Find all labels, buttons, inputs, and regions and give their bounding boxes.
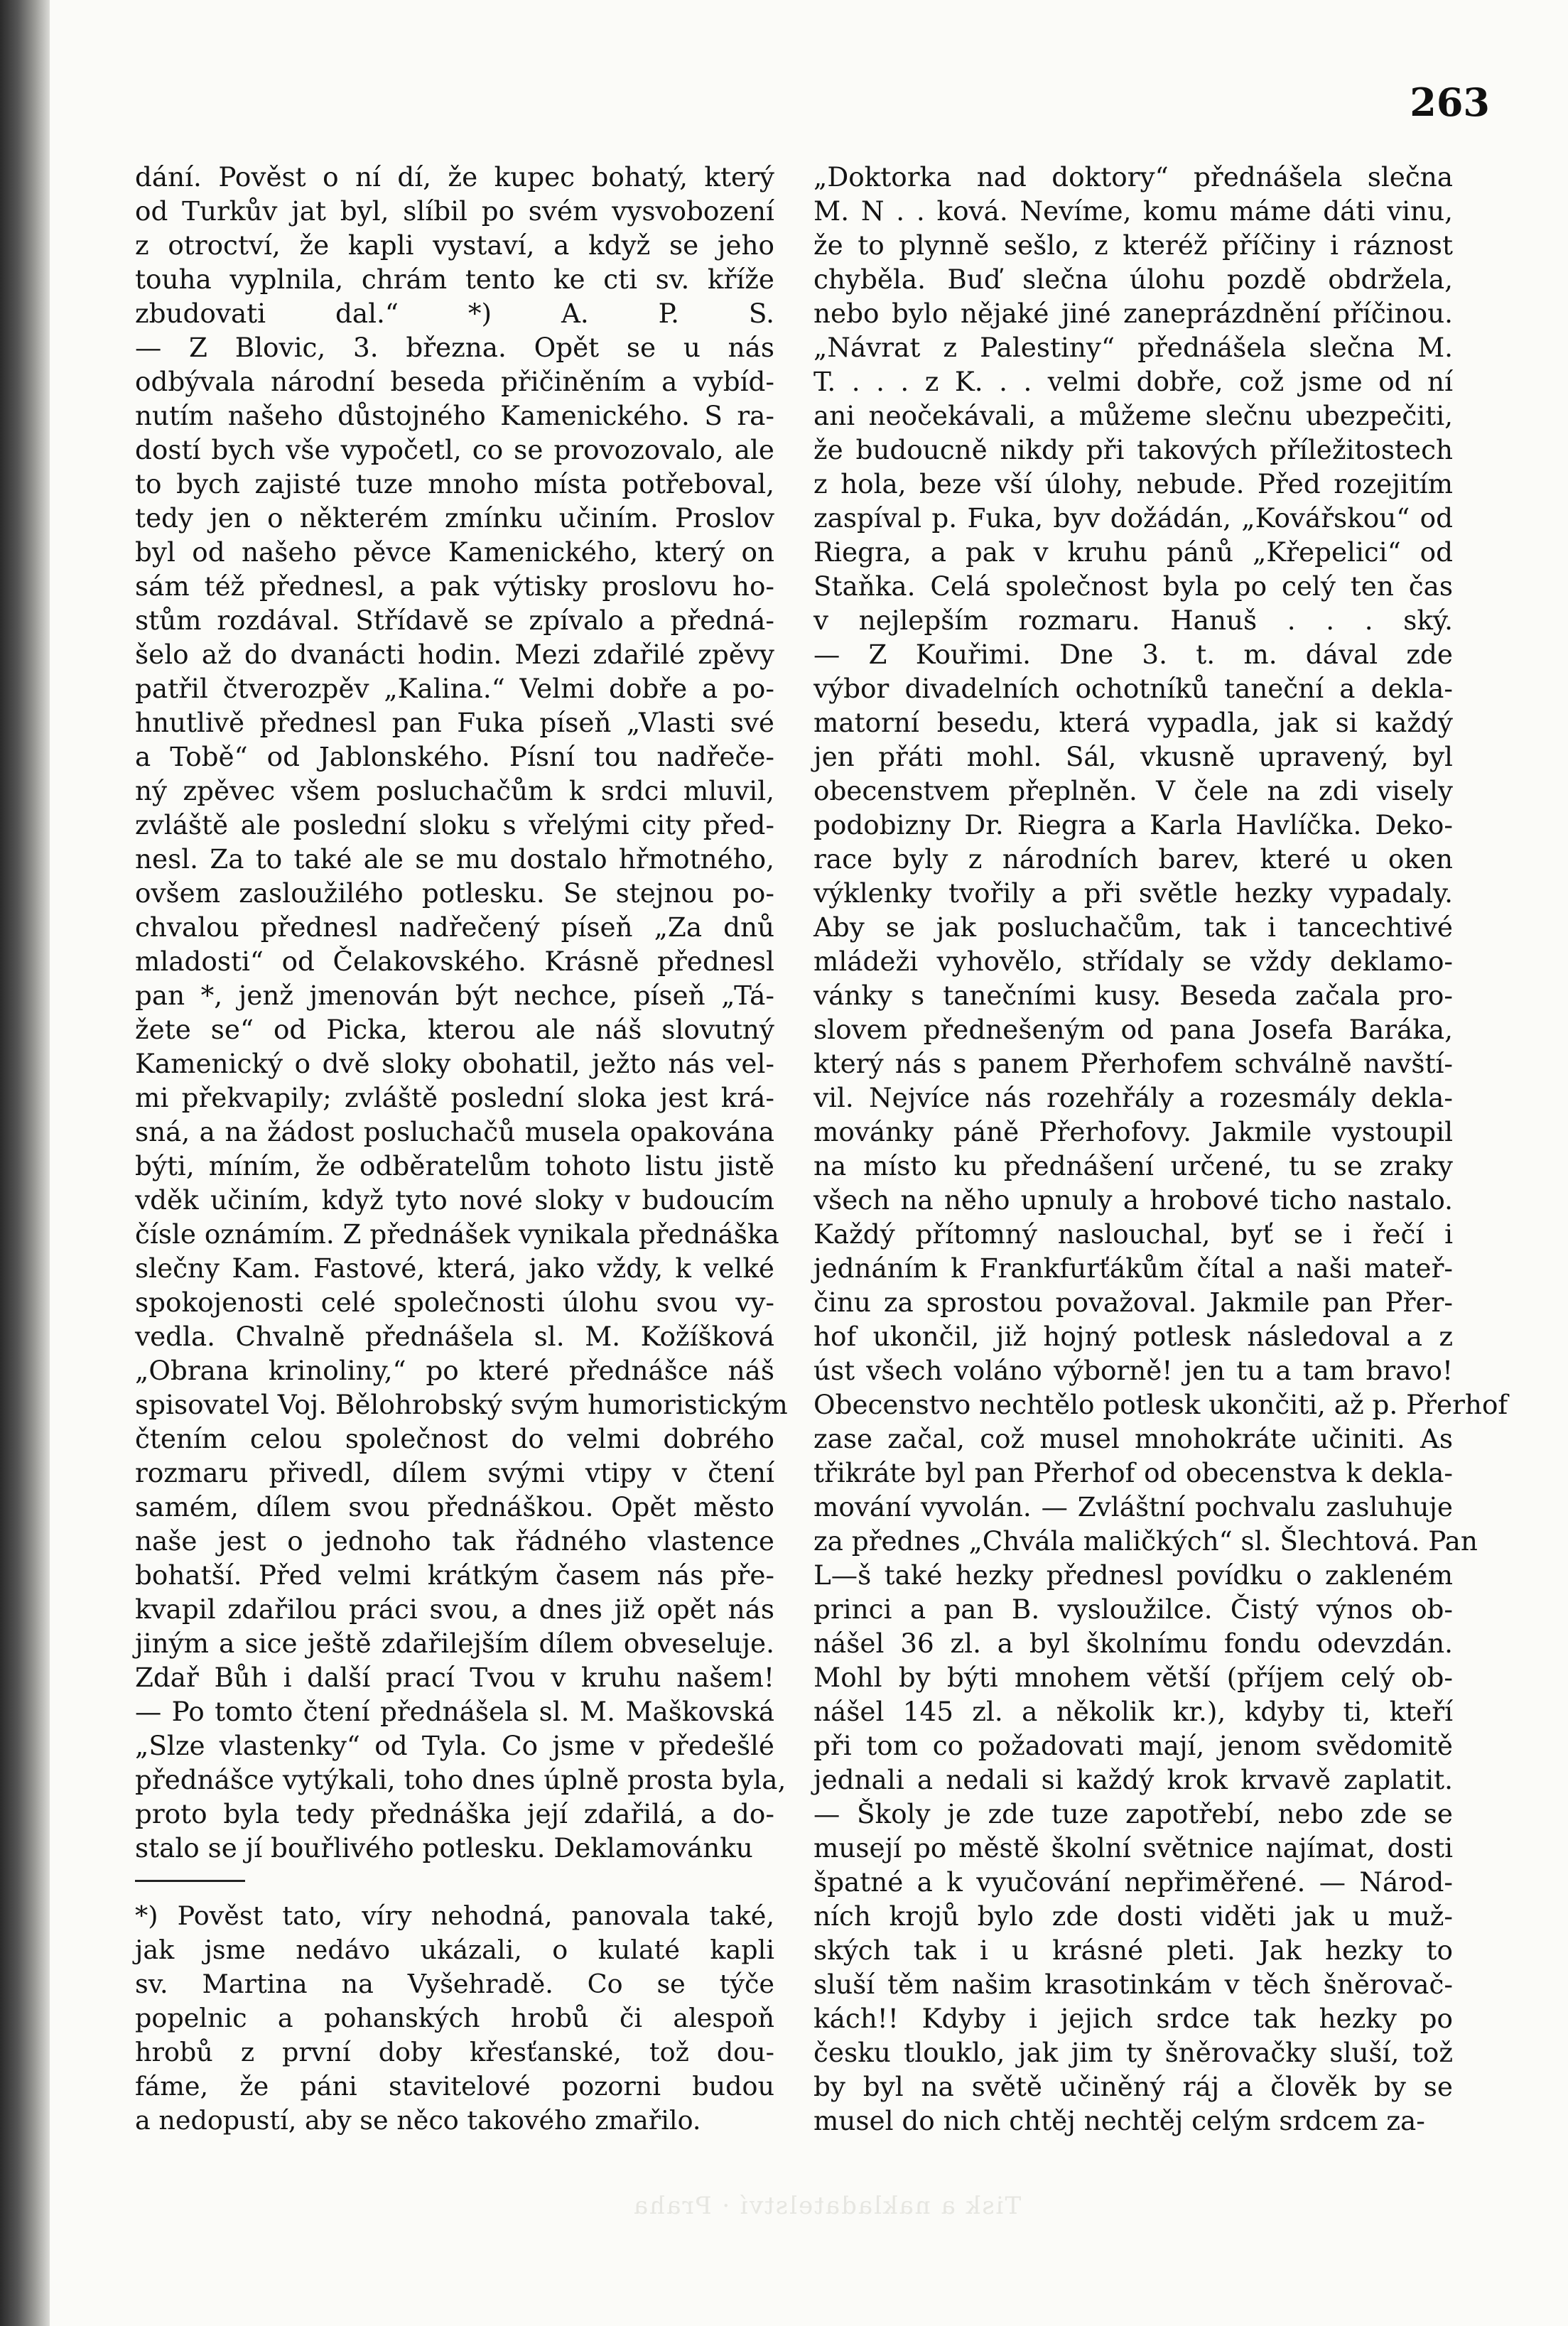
footnote-rule <box>135 1880 245 1882</box>
text-line: sluší těm našim krasotinkám v těch šněrovač- <box>813 1969 1453 2000</box>
right-column <box>813 160 1508 2138</box>
text-line: činu za sprostou považoval. Jakmile pan Přer- <box>813 1287 1453 1318</box>
text-line: Staňka. Celá společnost byla po celý ten čas <box>813 570 1453 602</box>
text-line: přednášce vytýkali, toho dnes úplně prosta byla, <box>135 1764 786 1795</box>
text-line: samém, dílem svou přednáškou. Opět město <box>135 1491 774 1522</box>
text-line: slovem přednešeným od pana Josefa Baráka, <box>813 1014 1453 1045</box>
text-line: jednáním k Frankfurťákům čítal a naši mateř- <box>813 1253 1453 1284</box>
footnote-line: hrobů z první doby křesťanské, tož dou- <box>135 2037 774 2067</box>
book-binding-edge <box>0 0 50 2326</box>
text-line: kách!! Kdyby i jejich srdce tak hezky po <box>813 2003 1453 2034</box>
text-line: pan *, jenž jmenován být nechce, píseň „Tá- <box>135 980 774 1011</box>
text-line: sám též přednesl, a pak výtisky proslovu ho- <box>135 570 774 602</box>
text-line: žete se“ od Picka, kterou ale náš slovutný <box>135 1014 774 1045</box>
text-line: naše jest o jednoho tak řádného vlastence <box>135 1525 774 1557</box>
text-line: mi překvapily; zvláště poslední sloka jest krá- <box>135 1082 774 1113</box>
printed-page <box>50 0 1568 2326</box>
text-line: Zdař Bůh i další prací Tvou v kruhu našem! <box>135 1662 774 1693</box>
text-line: rozmaru přivedl, dílem svými vtipy v čtení <box>135 1457 774 1488</box>
footnote <box>135 1899 774 2138</box>
text-line: nesl. Za to také ale se mu dostalo hřmotného, <box>135 843 774 875</box>
text-line: jednali a nedali si každý krok krvavě zaplatit. <box>813 1764 1453 1795</box>
text-line: mladosti“ od Čelakovského. Krásně přednesl <box>135 946 774 977</box>
text-line: „Slze vlastenky“ od Tyla. Co jsme v předešlé <box>135 1730 774 1761</box>
text-line: „Obrana krinoliny,“ po které přednášce náš <box>135 1355 774 1386</box>
text-line: že budoucně nikdy při takových příležitostech <box>813 434 1453 465</box>
text-line: při tom co požadovati mají, jenom svědomitě <box>813 1730 1453 1761</box>
text-line: od Turkův jat byl, slíbil po svém vysvobození <box>135 195 774 227</box>
text-line: dání. Pověst o ní dí, že kupec bohatý, který <box>135 161 774 193</box>
footnote-line: a nedopustí, aby se něco takového zmařilo. <box>135 2105 701 2136</box>
text-line: byl od našeho pěvce Kamenického, který on <box>135 536 774 568</box>
text-line: za přednes „Chvála maličkých“ sl. Šlechtová. Pan <box>813 1525 1478 1557</box>
text-line: L—š také hezky přednesl povídku o zakleném <box>813 1559 1453 1591</box>
text-line: sná, a na žádost posluchačů musela opakována <box>135 1116 774 1147</box>
text-line: odbývala národní beseda přičiněním a vybíd- <box>135 366 774 397</box>
right-column-body <box>813 160 1508 2138</box>
text-line: spokojenosti celé společnosti úlohu svou vy- <box>135 1287 774 1318</box>
footnote-line: *) Pověst tato, víry nehodná, panovala také, <box>135 1900 774 1931</box>
text-line: musejí po městě školní světnice najímat, dosti <box>813 1832 1453 1863</box>
text-line: dostí bych vše vypočetl, co se provozovalo, ale <box>135 434 774 465</box>
text-line: výklenky tvořily a při světle hezky vypadaly. <box>813 877 1453 909</box>
text-line: stalo se jí bouřlivého potlesku. Deklamovánku <box>135 1832 753 1863</box>
text-line: — Po tomto čtení přednášela sl. M. Maškovská <box>135 1696 774 1727</box>
page-number: 263 <box>1410 80 1490 125</box>
text-line: výbor divadelních ochotníků taneční a dekla- <box>813 673 1453 704</box>
text-line: všech na něho upnuly a hrobové ticho nastalo. <box>813 1184 1453 1216</box>
text-line: špatné a k vyučování nepřiměřené. — Národ- <box>813 1866 1453 1898</box>
text-line: čísle oznámím. Z přednášek vynikala přednáška <box>135 1218 779 1250</box>
text-line: jiným a sice ještě zdařilejším dílem obveseluje. <box>135 1628 774 1659</box>
text-line: z hola, beze vší úlohy, nebude. Před rozejitím <box>813 468 1453 499</box>
text-line: Obecenstvo nechtělo potlesk ukončiti, až p. Přerhof <box>813 1389 1508 1420</box>
text-line: — Školy je zde tuze zapotřebí, nebo zde se <box>813 1798 1453 1829</box>
left-column-body <box>135 160 788 1865</box>
text-line: ovšem zasloužilého potlesku. Se stejnou po- <box>135 877 774 909</box>
text-line: hof ukončil, již hojný potlesk následoval a z <box>813 1321 1453 1352</box>
text-line: nášel 36 zl. a byl školnímu fondu odevzdán. <box>813 1628 1453 1659</box>
text-line: hnutlivě přednesl pan Fuka píseň „Vlasti své <box>135 707 774 738</box>
text-line: jen přáti mohl. Sál, vkusně upravený, byl <box>813 741 1453 772</box>
text-line: „Návrat z Palestiny“ přednášela slečna M. <box>813 332 1453 363</box>
text-line: vánky s tanečními kusy. Beseda začala pro- <box>813 980 1453 1011</box>
text-line: ani neočekávali, a můžeme slečnu ubezpečiti, <box>813 400 1453 431</box>
text-line: princi a pan B. vysloužilce. Čistý výnos ob- <box>813 1594 1453 1625</box>
text-line: Mohl by býti mnohem větší (příjem celý ob- <box>813 1662 1453 1693</box>
text-line: bohatší. Před velmi krátkým časem nás pře- <box>135 1559 774 1591</box>
text-line: slečny Kam. Fastové, která, jako vždy, k velké <box>135 1253 774 1284</box>
text-line: Aby se jak posluchačům, tak i tancechtivé <box>813 912 1453 943</box>
footnote-line: fáme, že páni stavitelové pozorni budou <box>135 2071 774 2101</box>
text-line: T. . . . z K. . . velmi dobře, což jsme od ní <box>813 366 1453 397</box>
text-line: M. N . . ková. Nevíme, komu máme dáti vinu, <box>813 195 1453 227</box>
text-line: tedy jen o některém zmínku učiním. Proslov <box>135 502 774 534</box>
text-line: úst všech voláno výborně! jen tu a tam bravo! <box>813 1355 1453 1386</box>
text-line: musel do nich chtěj nechtěj celým srdcem za- <box>813 2105 1425 2136</box>
text-line: nebo bylo nějaké jiné zaneprázdnění příčinou. <box>813 298 1453 329</box>
text-line: nášel 145 zl. a několik kr.), kdyby ti, kteří <box>813 1696 1453 1727</box>
text-line: obecenstvem přeplněn. V čele na zdi visely <box>813 775 1453 806</box>
text-line: „Doktorka nad doktory“ přednášela slečna <box>813 161 1453 193</box>
text-line: zvláště ale poslední sloku s vřelými city před- <box>135 809 774 840</box>
text-line: česku tlouklo, jak jim ty šněrovačky sluší, tož <box>813 2037 1453 2068</box>
text-line: na místo ku přednášení určené, tu se zraky <box>813 1150 1453 1181</box>
text-line: šelo až do dvanácti hodin. Mezi zdařilé zpěvy <box>135 639 774 670</box>
text-line: třikráte byl pan Přerhof od obecenstva k dekla- <box>813 1457 1453 1488</box>
text-line: Riegra, a pak v kruhu pánů „Křepelici“ od <box>813 536 1453 568</box>
text-line: nutím našeho důstojného Kamenického. S ra- <box>135 400 774 431</box>
text-line: Kamenický o dvě sloky obohatil, ježto nás vel- <box>135 1048 774 1079</box>
text-line: to bych zajisté tuze mnoho místa potřeboval, <box>135 468 774 499</box>
text-line: mování vyvolán. — Zvláštní pochvalu zasluhuje <box>813 1491 1453 1522</box>
text-line: vděk učiním, když tyto nové sloky v budoucím <box>135 1184 774 1216</box>
show-through-text: Tisk a nakladatelství · Praha <box>632 2192 1022 2220</box>
text-line: — Z Blovic, 3. března. Opět se u nás <box>135 332 774 363</box>
text-line: patřil čtverozpěv „Kalina.“ Velmi dobře a po- <box>135 673 774 704</box>
text-line: zase začal, což musel mnohokráte učiniti. As <box>813 1423 1453 1454</box>
text-line: proto byla tedy přednáška její zdařilá, a do- <box>135 1798 774 1829</box>
text-line: matorní besedu, která vypadla, jak si každý <box>813 707 1453 738</box>
text-line: vedla. Chvalně přednášela sl. M. Kožíšková <box>135 1321 774 1352</box>
text-line: race byly z národních barev, které u oken <box>813 843 1453 875</box>
text-line: a Tobě“ od Jablonského. Písní tou nadřeče- <box>135 741 774 772</box>
text-line: vil. Nejvíce nás rozehřály a rozesmály dekla- <box>813 1082 1453 1113</box>
text-line: spisovatel Voj. Bělohrobský svým humoristickým <box>135 1389 788 1420</box>
text-line: ských tak i u krásné pleti. Jak hezky to <box>813 1935 1453 1966</box>
text-line: movánky páně Přerhofovy. Jakmile vystoupil <box>813 1116 1453 1147</box>
text-line: stům rozdával. Střídavě se zpívalo a předná- <box>135 605 774 636</box>
text-line: — Z Kouřimi. Dne 3. t. m. dával zde <box>813 639 1453 670</box>
text-line: by byl na světě učiněný ráj a člověk by se <box>813 2071 1453 2102</box>
text-line: chyběla. Buď slečna úlohu pozdě obdržela, <box>813 264 1453 295</box>
text-line: býti, míním, že odběratelům tohoto listu jistě <box>135 1150 774 1181</box>
text-line: touha vyplnila, chrám tento ke cti sv. kříže <box>135 264 774 295</box>
text-line: ný zpěvec všem posluchačům k srdci mluvil, <box>135 775 774 806</box>
text-line: kvapil zdařilou práci svou, a dnes již opět nás <box>135 1594 774 1625</box>
text-line: že to plynně sešlo, z kteréž příčiny i ráznost <box>813 229 1453 261</box>
footnote-line: sv. Martina na Vyšehradě. Co se týče <box>135 1969 774 1999</box>
text-line: chvalou přednesl nadřečený píseň „Za dnů <box>135 912 774 943</box>
text-line: v nejlepším rozmaru. Hanuš . . . ský. <box>813 605 1453 636</box>
left-column <box>135 160 788 2138</box>
text-line: mládeži vyhovělo, střídaly se vždy deklamo- <box>813 946 1453 977</box>
text-line: z otroctví, že kapli vystaví, a když se jeho <box>135 229 774 261</box>
text-line: zaspíval p. Fuka, byv dožádán, „Kovářskou“ od <box>813 502 1453 534</box>
text-line: podobizny Dr. Riegra a Karla Havlíčka. Deko- <box>813 809 1453 840</box>
text-line: který nás s panem Přerhofem schválně navští- <box>813 1048 1453 1079</box>
footnote-line: jak jsme nedávo ukázali, o kulaté kapli <box>135 1935 774 1965</box>
text-line: čtením celou společnost do velmi dobrého <box>135 1423 774 1454</box>
text-line: Každý přítomný naslouchal, byť se i řečí i <box>813 1218 1453 1250</box>
text-line: zbudovati dal.“ *) A. P. S. <box>135 298 774 329</box>
footnote-line: popelnic a pohanských hrobů či alespoň <box>135 2003 774 2033</box>
text-line: ních krojů bylo zde dosti viděti jak u muž- <box>813 1900 1453 1932</box>
